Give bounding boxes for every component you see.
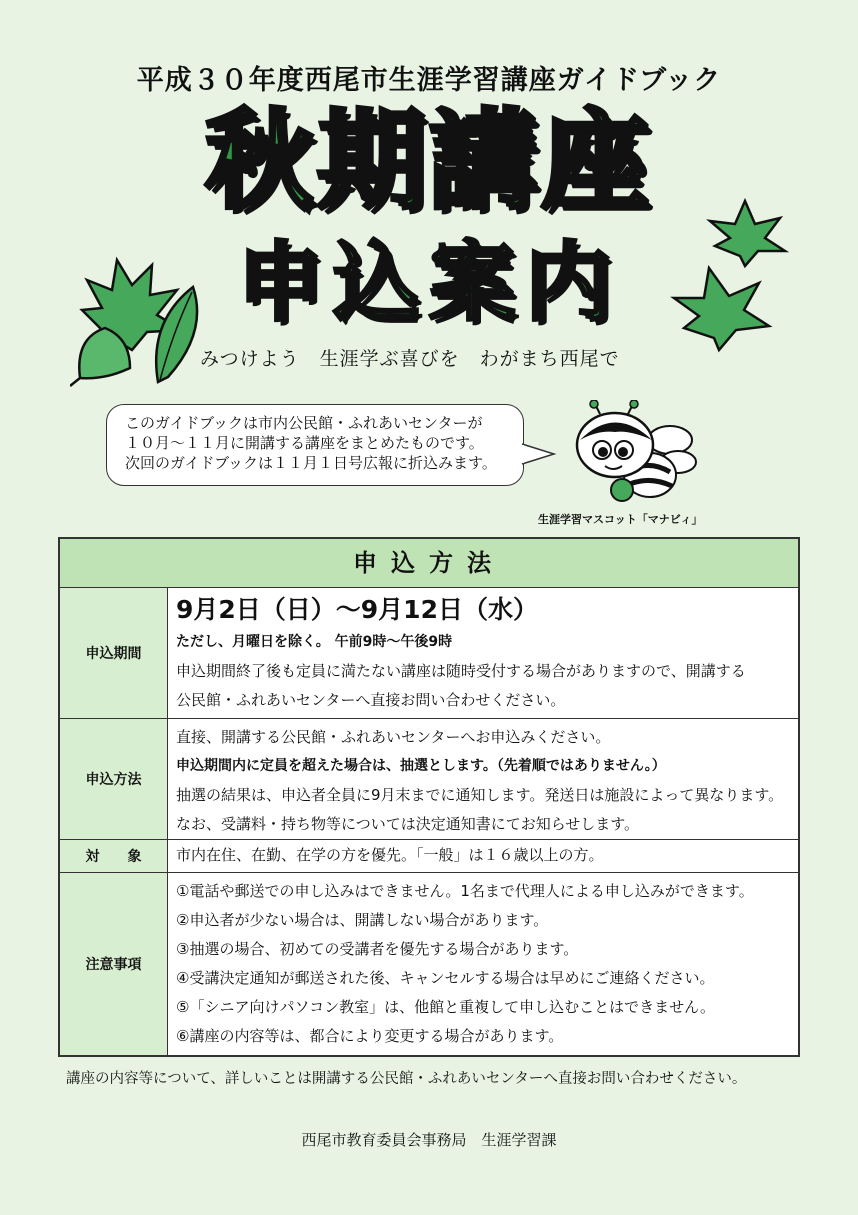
method-line-4: なお、受講料・持ち物等については決定通知書にてお知らせします。	[176, 815, 640, 833]
label-period: 申込期間	[60, 588, 168, 718]
footer-note: 講座の内容等について、詳しいことは開講する公民館・ふれあいセンターへ直接お問い合わせください。	[66, 1071, 747, 1087]
note-item: ⑤「シニア向けパソコン教室」は、他館と重複して申し込むことはできません。	[176, 998, 716, 1016]
footer-organization: 西尾市教育委員会事務局 生涯学習課	[301, 1131, 557, 1149]
mascot-caption: 生涯学習マスコット「マナビィ」	[538, 513, 703, 526]
slogan: みつけよう 生涯学ぶ喜びを わがまち西尾で	[200, 348, 620, 370]
method-line-1: 直接、開講する公民館・ふれあいセンターへお申込みください。	[176, 728, 611, 746]
period-line-2: 公民館・ふれあいセンターへ直接お問い合わせください。	[176, 691, 566, 709]
cell-notes	[168, 873, 798, 1055]
leaf-icon	[148, 282, 208, 392]
bubble-line-2: １０月～１１月に開講する講座をまとめたものです。	[125, 434, 484, 452]
maple-leaf-icon-right	[664, 258, 774, 358]
mascot-bee-icon	[560, 400, 700, 510]
cell-period	[168, 588, 798, 718]
method-line-3: 抽選の結果は、申込者全員に9月末までに通知します。発送日は施設によって異なります。	[176, 786, 784, 804]
note-item: ④受講決定通知が郵送された後、キャンセルする場合は早めにご連絡ください。	[176, 969, 715, 987]
period-note: ただし、月曜日を除く。 午前9時～午後9時	[176, 634, 453, 650]
bubble-line-1: このガイドブックは市内公民館・ふれあいセンターが	[125, 414, 483, 432]
guidebook-title: 平成３０年度西尾市生涯学習講座ガイドブック	[136, 65, 722, 96]
period-line-1: 申込期間終了後も定員に満たない講座は随時受付する場合がありますので、開講する	[176, 662, 746, 680]
method-line-2: 申込期間内に定員を超えた場合は、抽選とします。（先着順ではありません。）	[176, 758, 666, 774]
label-target: 対 象	[60, 840, 168, 872]
row-period	[60, 588, 798, 719]
table-heading: 申込方法	[60, 539, 798, 588]
note-item: ①電話や郵送での申し込みはできません。1名まで代理人による申し込みができます。	[176, 882, 754, 900]
target-line-1: 市内在住、在勤、在学の方を優先。「一般」は１６歳以上の方。	[176, 846, 604, 864]
note-item: ③抽選の場合、初めての受講者を優先する場合があります。	[176, 940, 579, 958]
application-method-table	[58, 537, 800, 1057]
main-title: 秋期講座	[204, 99, 653, 224]
row-notes	[60, 873, 798, 1055]
row-target	[60, 840, 798, 873]
cell-method	[168, 719, 798, 839]
cell-target	[168, 840, 798, 872]
period-date: 9月2日（日）～9月12日（水）	[176, 595, 538, 624]
ginkgo-leaf-icon	[70, 318, 140, 388]
speech-bubble	[106, 404, 524, 486]
row-method	[60, 719, 798, 840]
note-item: ⑥講座の内容等は、都合により変更する場合があります。	[176, 1027, 564, 1045]
label-notes: 注意事項	[60, 873, 168, 1055]
bubble-line-3: 次回のガイドブックは１１月１日号広報に折込みます。	[125, 454, 497, 472]
sub-title: 申込案内	[237, 233, 621, 333]
bubble-tail	[518, 440, 558, 470]
note-item: ②申込者が少ない場合は、開講しない場合があります。	[176, 911, 549, 929]
label-method: 申込方法	[60, 719, 168, 839]
